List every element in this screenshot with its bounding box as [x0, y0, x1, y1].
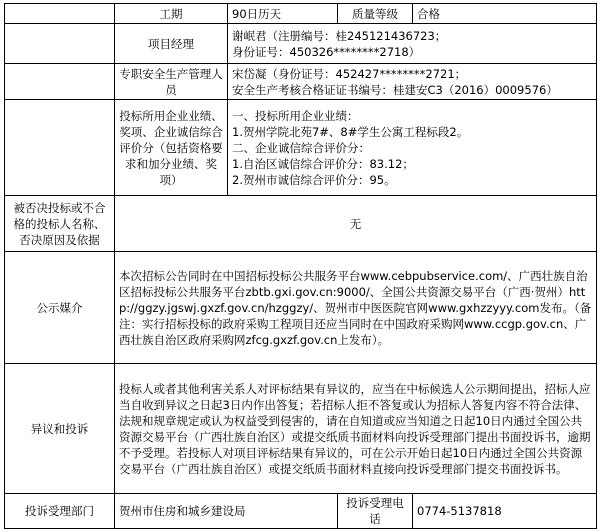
blank-cell — [5, 4, 115, 24]
row-rejected — [5, 196, 597, 252]
objection-value: 投标人或者其他利害关系人对评标结果有异议的，应当在中标候选人公示期间提出，招标人应当自收到异议之日起3日内作出答复；若招标人拒不答复或认为招标人答复内容不符合法律、法规和规章规定或认为权益受到侵害的，请在自知道或应当知道之日起10日内通过全国公共资源交易平台（广西壮族自治区）或提交纸质书面材料向投诉受理部门提出书面投诉书，逾期不予受理。若投标人对项目评标结果有异议的，可在公示开始日起10日内通过全国公共资源交易平台（广西壮族自治区）或提交纸质书面材料直接向投诉受理部门提交书面投诉书。 — [115, 364, 597, 494]
complaint-phone-label: 投诉受理电话 — [338, 494, 413, 529]
row-safety — [5, 64, 597, 100]
row-media — [5, 252, 597, 364]
quality-label: 质量等级 — [338, 4, 413, 24]
safety-line-2: 安全生产考核合格证证书编号：桂建安C3（2016）0009576） — [232, 82, 558, 97]
complaint-value: 贺州市住房和城乡建设局 — [115, 494, 338, 529]
complaint-phone-value: 0774-5137818 — [413, 494, 597, 529]
performance-label: 投标所用企业业绩、奖项、企业诚信综合评价分（包括资格要求和加分业绩、奖项） — [115, 100, 228, 196]
performance-line-5: 2.贺州市诚信综合评价分：95。 — [232, 172, 396, 187]
row-performance — [5, 100, 597, 196]
objection-label: 异议和投诉 — [5, 364, 115, 494]
media-label: 公示媒介 — [5, 252, 115, 364]
safety-label: 专职安全生产管理人员 — [115, 64, 228, 100]
row-objection — [5, 364, 597, 494]
performance-line-4: 1.自治区诚信综合评价分：83.12； — [232, 156, 414, 171]
performance-line-1: 一、投标所用企业业绩： — [232, 108, 359, 123]
rejected-label: 被否决投标或不合格的投标人名称、否决原因及依据 — [5, 196, 115, 252]
period-value: 90日历天 — [228, 4, 338, 24]
media-value: 本次招标公告同时在中国招标投标公共服务平台www.cebpubservice.com/、广西壮族自治区招标投标公共服务平台zbtb.gxi.gov.cn:9000/、全国公共资源交易平台（广西·贺州）http://ggzy.jgswj.gxzf.gov.cn/hzggzy/、贺州市中医医院官网www.gxhzzyyy.com发布。（备注：实行招标投标的政府采购工程项目还应当同时在中国政府采购网www.ccgp.gov.cn、广西壮族自治区政府采购网zfcg.gxzf.gov.cn上发布）。 — [115, 252, 597, 364]
row-period — [5, 4, 597, 24]
manager-line-2: 身份证号：450326********2718） — [232, 44, 421, 59]
performance-line-2: 1.贺州学院北苑7#、8#学生公寓工程标段2。 — [232, 124, 469, 139]
manager-value — [228, 24, 597, 64]
safety-value — [228, 64, 597, 100]
period-label: 工期 — [115, 4, 228, 24]
blank-cell — [5, 64, 115, 100]
quality-value: 合格 — [413, 4, 597, 24]
safety-line-1: 宋岱凝（身份证号：452427********2721； — [232, 66, 467, 81]
complaint-label: 投诉受理部门 — [5, 494, 115, 529]
manager-line-1: 谢岷君（注册编号：桂245121436723； — [232, 28, 447, 43]
blank-cell — [5, 100, 115, 196]
blank-cell — [5, 24, 115, 64]
bid-result-table — [4, 3, 597, 529]
row-complaint — [5, 494, 597, 529]
performance-line-3: 二、企业诚信综合评价分： — [232, 140, 370, 155]
row-manager — [5, 24, 597, 64]
rejected-value: 无 — [115, 196, 597, 252]
performance-value — [228, 100, 597, 196]
manager-label: 项目经理 — [115, 24, 228, 64]
